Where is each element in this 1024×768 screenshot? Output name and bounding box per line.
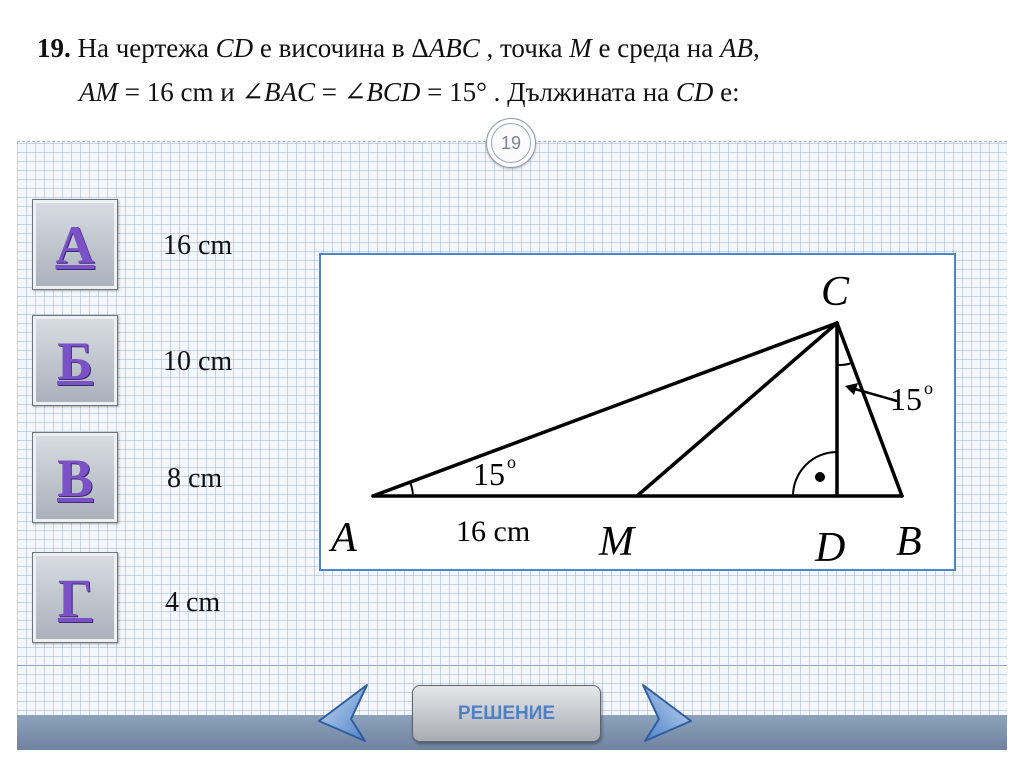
solution-button-label: РЕШЕНИЕ: [457, 702, 556, 724]
option-a-text: 16 cm: [163, 230, 233, 261]
question-text: = 15° . Дължината на: [420, 77, 676, 107]
label-b: B: [896, 519, 922, 565]
question-text: =: [315, 77, 344, 107]
math-m: M: [569, 33, 592, 63]
question-line-1: [37, 33, 760, 64]
option-b-button[interactable]: [32, 315, 118, 406]
right-angle-dot: [815, 472, 825, 482]
math-angle-bac: ∠BAC: [241, 77, 316, 107]
triangle-symbol: Δ: [411, 33, 429, 63]
arrow-right-icon[interactable]: [639, 681, 695, 745]
segment-ac: [373, 323, 837, 496]
label-m: M: [599, 519, 634, 565]
option-c-letter: В: [56, 447, 94, 508]
label-segment-am: 16 cm: [456, 515, 531, 548]
math-abc: ABC: [428, 33, 480, 63]
label-c: C: [821, 269, 850, 315]
question-text: ,: [752, 33, 760, 63]
math-am: AM: [79, 77, 118, 107]
label-angle-a: 15: [473, 456, 505, 492]
label-a: A: [331, 515, 357, 561]
question-text: На чертежа: [70, 33, 216, 63]
question-text: е среда на: [591, 33, 720, 63]
option-d-letter: Г: [57, 567, 93, 628]
question-line-2: [79, 77, 740, 108]
option-d-button[interactable]: [32, 552, 118, 643]
angle-arc-a: [410, 482, 413, 496]
math-cd: CD: [215, 33, 254, 63]
question-text: е височина в: [253, 33, 412, 63]
option-d-text: 4 cm: [165, 587, 221, 618]
slide: [17, 17, 1007, 750]
question-number: 19.: [37, 33, 71, 63]
question-text: е:: [713, 77, 740, 107]
label-degree-c: o: [924, 378, 933, 398]
label-degree-a: o: [507, 452, 516, 472]
triangle-drawing: [321, 255, 954, 569]
arrow-left-icon[interactable]: [315, 681, 371, 745]
math-angle-bcd: ∠BCD: [343, 77, 421, 107]
slide-number: 19: [491, 123, 531, 163]
triangle-figure: [319, 253, 956, 571]
option-b-text: 10 cm: [163, 346, 233, 377]
option-a-button[interactable]: [32, 199, 118, 290]
math-ab: AB: [719, 33, 753, 63]
math-cd: CD: [675, 77, 714, 107]
slide-number-badge: [486, 118, 536, 168]
question-text: , точка: [479, 33, 570, 63]
option-b-letter: Б: [57, 330, 93, 391]
question-text: = 16 cm и: [117, 77, 242, 107]
option-c-text: 8 cm: [167, 463, 223, 494]
segment-cm: [637, 323, 837, 496]
right-angle-arc-d: [793, 452, 837, 496]
option-c-button[interactable]: [32, 432, 118, 523]
bottom-divider: [17, 665, 1007, 666]
solution-button[interactable]: [412, 685, 601, 742]
label-angle-c: 15: [890, 381, 922, 417]
angle-arc-c: [837, 363, 852, 365]
option-a-letter: А: [55, 214, 95, 275]
label-d: D: [815, 525, 846, 569]
